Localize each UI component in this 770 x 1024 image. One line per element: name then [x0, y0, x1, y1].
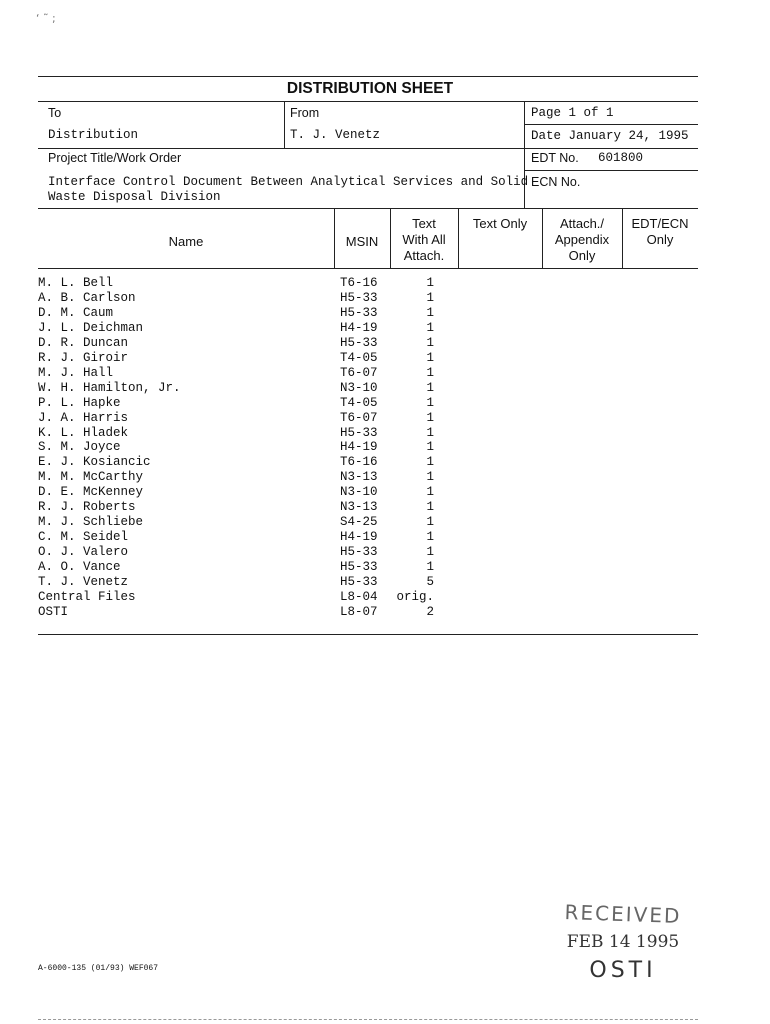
table-row	[38, 276, 698, 291]
table-row	[38, 306, 698, 321]
recipient-copies: 1	[426, 440, 434, 455]
table-row	[38, 500, 698, 515]
column-edt-ecn	[622, 216, 698, 248]
distribution-list	[38, 276, 698, 626]
column-attach-line1: Attach./	[559, 216, 605, 231]
recipient-name: OSTI	[38, 604, 69, 619]
recipient-name: O. J. Valero	[38, 545, 129, 560]
recipient-name: Central Files	[38, 589, 136, 604]
recipient-msin: T4-05	[340, 395, 378, 410]
table-row	[38, 515, 698, 530]
table-row	[38, 590, 698, 605]
recipient-msin: N3-13	[340, 470, 378, 485]
columns-bottom-rule	[38, 268, 698, 269]
recipient-name: R. J. Giroir	[38, 350, 129, 365]
recipient-msin: H5-33	[340, 335, 378, 350]
column-text-with-all-line1: Text	[412, 216, 436, 231]
recipient-copies: 1	[426, 365, 434, 380]
recipient-copies: 1	[426, 380, 434, 395]
table-row	[38, 336, 698, 351]
recipient-msin: S4-25	[340, 515, 378, 530]
to-from-divider	[284, 102, 285, 148]
scan-marks: ‘ ˜ ;	[36, 12, 56, 25]
recipient-msin: T6-07	[340, 365, 378, 380]
recipient-copies: 1	[426, 290, 434, 305]
recipient-msin: T4-05	[340, 350, 378, 365]
table-row	[38, 470, 698, 485]
page-number: Page 1 of 1	[531, 106, 614, 120]
recipient-name: A. B. Carlson	[38, 290, 136, 305]
table-row	[38, 411, 698, 426]
column-attach-appendix	[542, 216, 622, 264]
recipient-copies: 1	[426, 305, 434, 320]
sheet-title: DISTRIBUTION SHEET	[286, 80, 454, 97]
recipient-msin: N3-10	[340, 485, 378, 500]
recipient-name: J. L. Deichman	[38, 320, 144, 335]
stamp-osti: OSTI	[589, 958, 657, 983]
table-row	[38, 575, 698, 590]
from-value: T. J. Venetz	[290, 128, 381, 142]
column-attach-line2: Appendix	[554, 232, 610, 247]
recipient-name: C. M. Seidel	[38, 530, 129, 545]
column-text-with-all-line2: With All	[402, 232, 446, 247]
column-name: Name	[168, 234, 204, 249]
column-attach-line3: Only	[568, 248, 596, 263]
right-panel-divider	[524, 102, 525, 208]
recipient-name: D. M. Caum	[38, 305, 114, 320]
header-rule	[38, 148, 698, 149]
recipient-copies: 1	[426, 395, 434, 410]
table-row	[38, 291, 698, 306]
column-text-only: Text Only	[472, 216, 528, 231]
recipient-copies: 5	[426, 575, 434, 589]
edt-number: 601800	[598, 151, 644, 165]
received-stamp	[548, 899, 698, 983]
project-title-line1: Interface Control Document Between Analytical Services and Solid	[48, 175, 529, 189]
form-number: A-6000-135 (01/93) WEF067	[38, 964, 159, 973]
recipient-copies: 1	[426, 335, 434, 350]
table-row	[38, 440, 698, 455]
table-row	[38, 381, 698, 396]
page-rule	[524, 124, 698, 125]
recipient-msin: T6-16	[340, 276, 378, 290]
recipient-msin: H4-19	[340, 530, 378, 545]
project-title-line2: Waste Disposal Division	[48, 190, 221, 204]
title-rule	[38, 101, 698, 102]
recipient-copies: 1	[426, 500, 434, 515]
table-row	[38, 321, 698, 336]
recipient-name: M. J. Hall	[38, 365, 114, 380]
recipient-msin: H5-33	[340, 545, 378, 560]
recipient-msin: H5-33	[340, 290, 378, 305]
recipient-msin: H5-33	[340, 575, 378, 589]
recipient-name: P. L. Hapke	[38, 395, 121, 410]
recipient-msin: N3-13	[340, 500, 378, 515]
table-row	[38, 366, 698, 381]
to-label: To	[48, 106, 62, 120]
table-row	[38, 560, 698, 575]
recipient-msin: T6-16	[340, 455, 378, 470]
project-label: Project Title/Work Order	[48, 151, 182, 165]
date: Date January 24, 1995	[531, 129, 689, 143]
recipient-name: D. R. Duncan	[38, 335, 129, 350]
column-edt-ecn-line2: Only	[646, 232, 674, 247]
recipient-msin: H5-33	[340, 560, 378, 575]
ecn-label: ECN No.	[531, 175, 581, 189]
recipient-name: W. H. Hamilton, Jr.	[38, 380, 181, 395]
top-rule	[38, 76, 698, 77]
table-bottom-rule	[38, 634, 698, 635]
edt-rule	[524, 170, 698, 171]
recipient-name: E. J. Kosiancic	[38, 455, 151, 470]
table-row	[38, 455, 698, 470]
recipient-msin: H5-33	[340, 305, 378, 320]
from-label: From	[290, 106, 320, 120]
recipient-copies: 1	[426, 485, 434, 500]
table-row	[38, 545, 698, 560]
to-value: Distribution	[48, 128, 139, 142]
recipient-copies: 1	[426, 410, 434, 425]
recipient-copies: 1	[426, 515, 434, 530]
scan-edge	[38, 1019, 698, 1020]
recipient-name: M. J. Schliebe	[38, 515, 144, 530]
recipient-copies: 1	[426, 350, 434, 365]
recipient-name: J. A. Harris	[38, 410, 129, 425]
table-row	[38, 351, 698, 366]
recipient-name: S. M. Joyce	[38, 440, 121, 455]
recipient-name: A. O. Vance	[38, 560, 121, 575]
recipient-msin: T6-07	[340, 410, 378, 425]
recipient-name: D. E. McKenney	[38, 485, 144, 500]
column-msin: MSIN	[345, 234, 379, 249]
table-row	[38, 485, 698, 500]
columns-top-rule	[38, 208, 698, 209]
recipient-copies: 1	[426, 545, 434, 560]
recipient-copies: 1	[426, 276, 434, 290]
column-edt-ecn-line1: EDT/ECN	[631, 216, 689, 231]
recipient-msin: H4-19	[340, 320, 378, 335]
recipient-msin: H5-33	[340, 425, 378, 440]
recipient-copies: 1	[426, 530, 434, 545]
stamp-received: RECEIVED	[564, 899, 682, 929]
recipient-name: M. M. McCarthy	[38, 470, 144, 485]
recipient-name: K. L. Hladek	[38, 425, 129, 440]
recipient-name: M. L. Bell	[38, 276, 114, 290]
recipient-copies: 1	[426, 455, 434, 470]
recipient-copies: 1	[426, 560, 434, 575]
recipient-name: R. J. Roberts	[38, 500, 136, 515]
column-text-with-all-attach	[390, 216, 458, 264]
edt-label: EDT No.	[531, 151, 579, 165]
table-row	[38, 530, 698, 545]
table-row	[38, 426, 698, 441]
recipient-name: T. J. Venetz	[38, 575, 129, 589]
recipient-copies: 1	[426, 320, 434, 335]
recipient-copies: 1	[426, 470, 434, 485]
stamp-date: FEB 14 1995	[566, 932, 680, 952]
recipient-copies: 1	[426, 425, 434, 440]
column-text-with-all-line3: Attach.	[403, 248, 445, 263]
recipient-msin: N3-10	[340, 380, 378, 395]
recipient-msin: L8-04	[340, 589, 378, 604]
recipient-copies: 2	[426, 604, 434, 619]
recipient-msin: H4-19	[340, 440, 378, 455]
recipient-copies: orig.	[396, 589, 434, 604]
table-row	[38, 396, 698, 411]
table-row	[38, 605, 698, 620]
recipient-msin: L8-07	[340, 604, 378, 619]
